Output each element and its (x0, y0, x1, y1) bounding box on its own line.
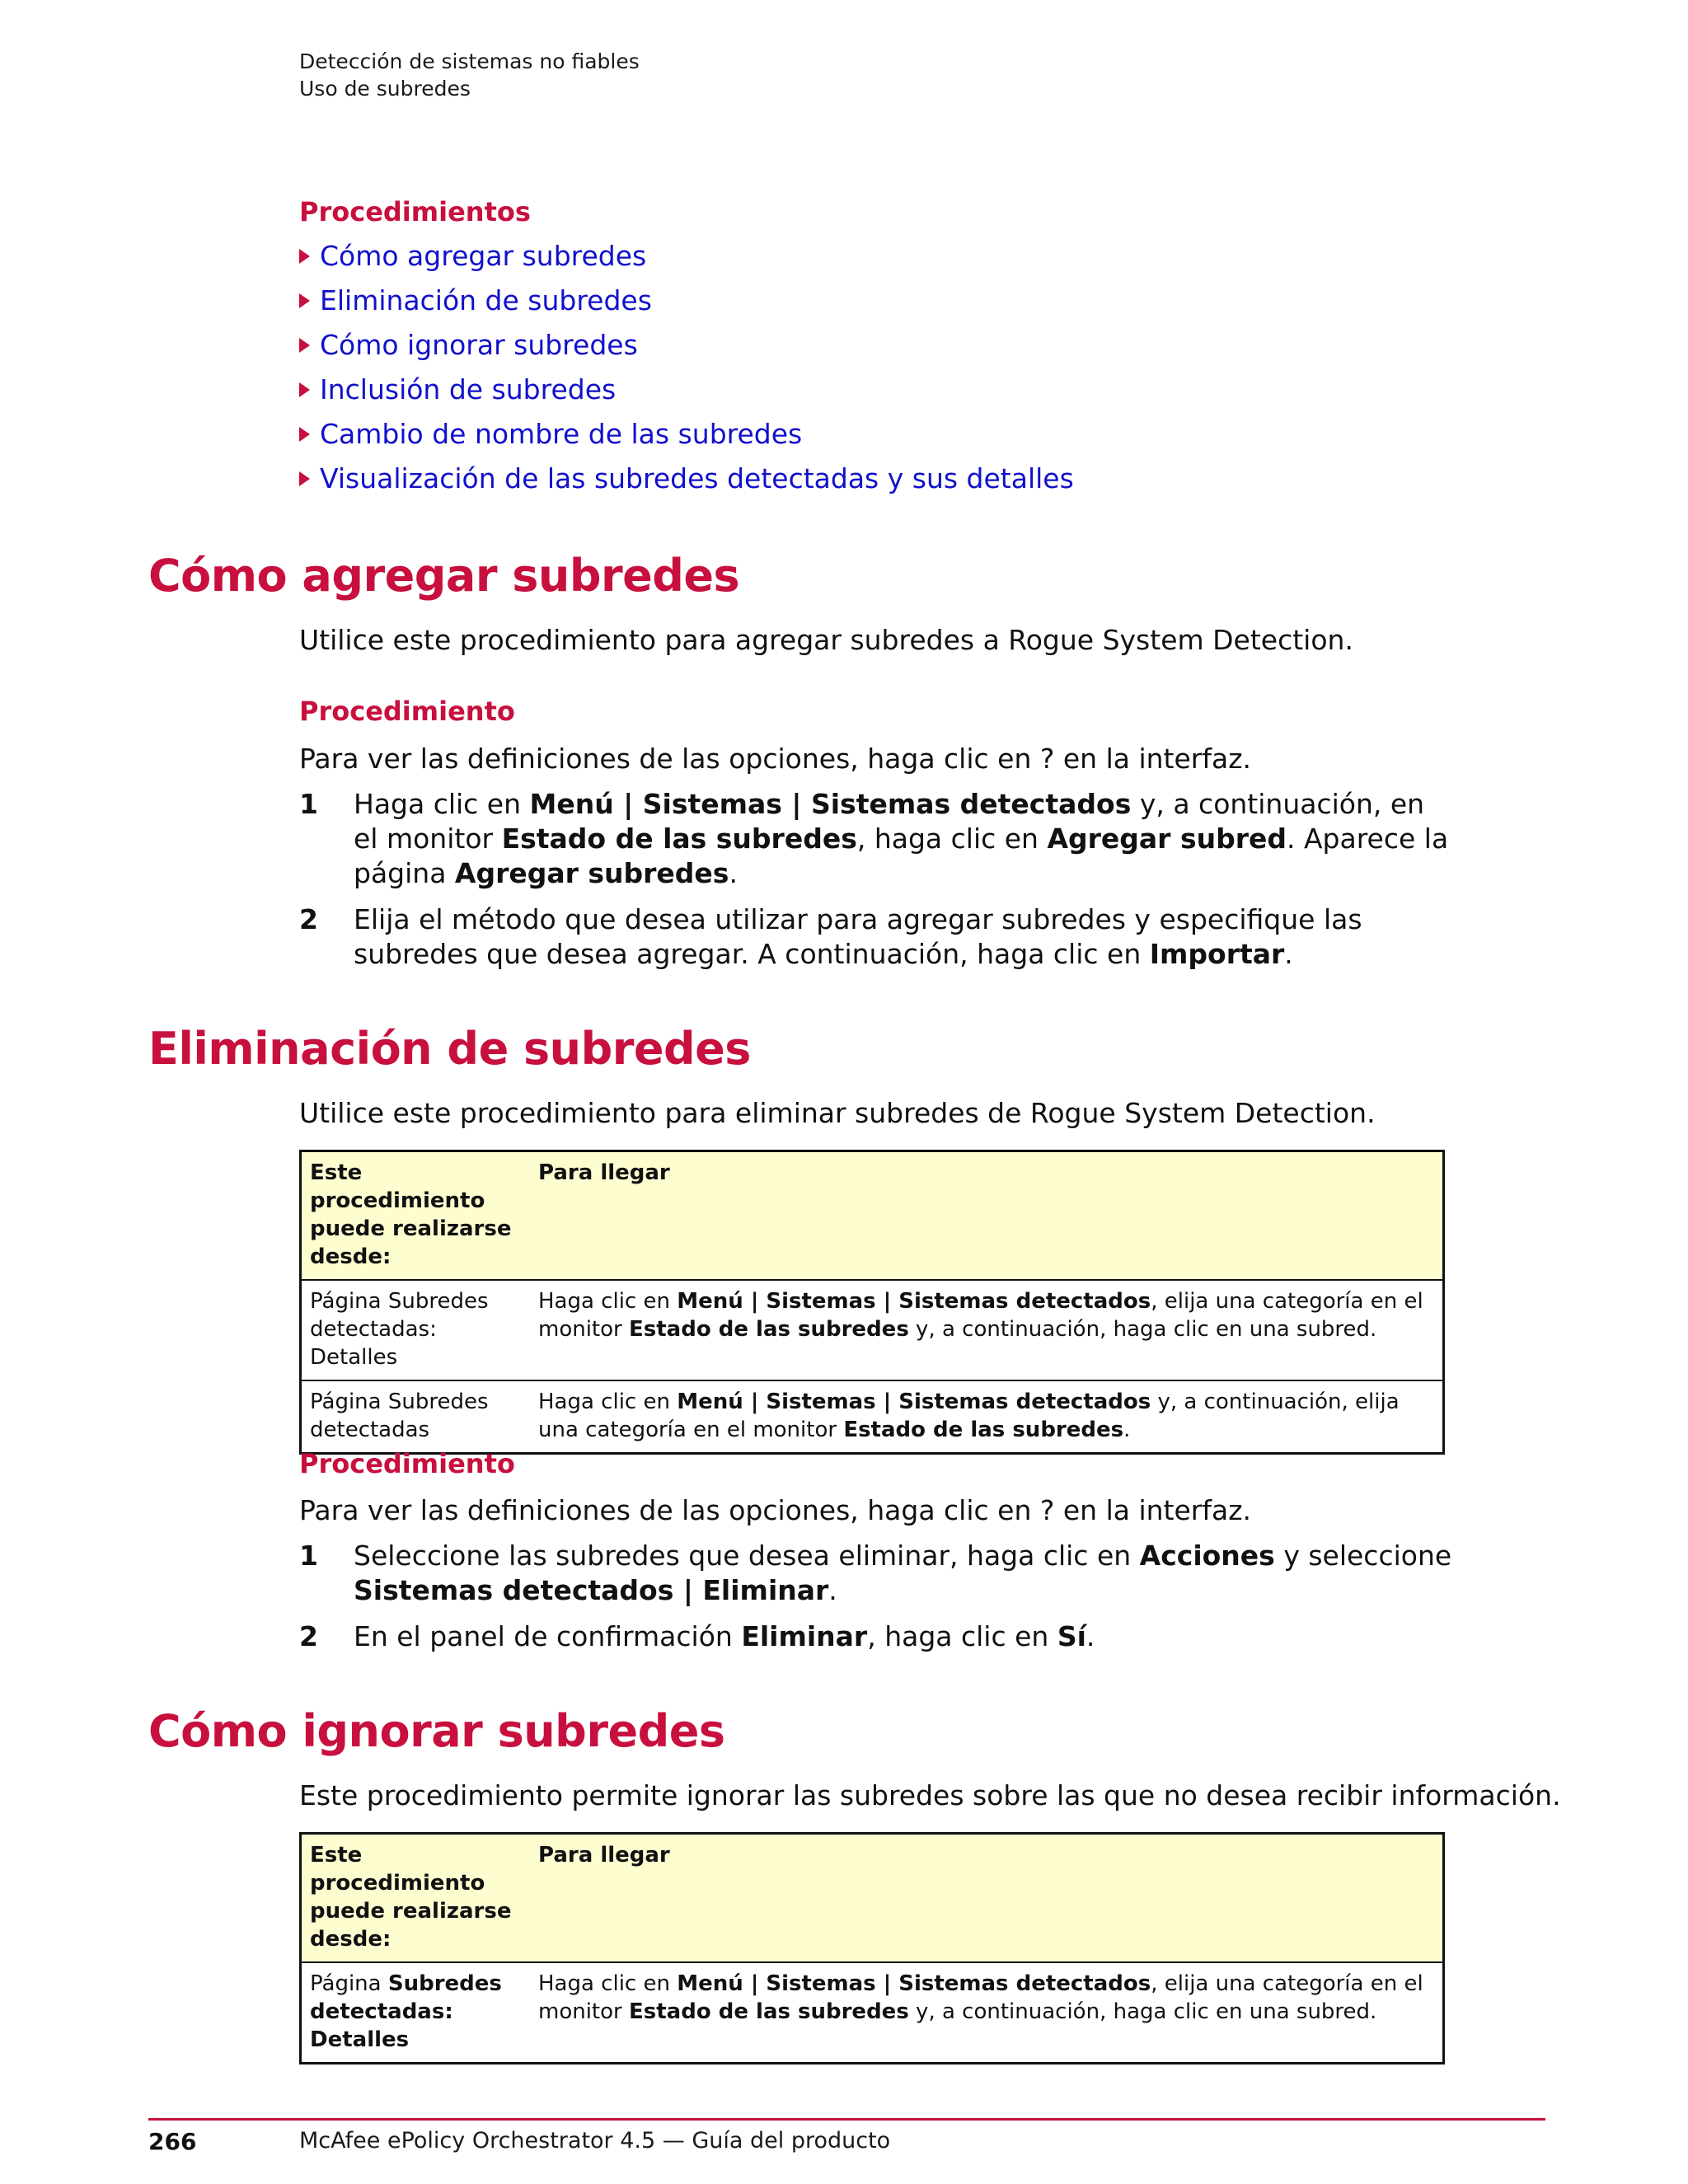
step-number: 1 (299, 788, 318, 820)
step-text: Elija el método que desea utilizar para agregar subredes y especifique las subredes que desea agregar. A continuación, haga clic en Importar. (354, 903, 1362, 970)
access-table-ignorar (299, 1832, 1445, 2064)
triangle-bullet-icon (299, 382, 310, 397)
page-number: 266 (148, 2128, 197, 2155)
toc-link-visualizacion[interactable] (299, 457, 1074, 501)
header-chapter: Detección de sistemas no fiables (299, 49, 640, 73)
triangle-bullet-icon (299, 249, 310, 264)
procedure-intro-agregar: Para ver las definiciones de las opciones, haga clic en ? en la interfaz. (299, 743, 1251, 775)
toc-link-eliminacion[interactable] (299, 279, 1074, 323)
step-item (299, 1539, 1453, 1608)
running-header (299, 48, 640, 102)
table-header-cell: Para llegar (538, 1843, 670, 1868)
procedures-list (299, 196, 1074, 501)
section-title-ignorar: Cómo ignorar subredes (148, 1705, 725, 1757)
step-item (299, 1619, 1453, 1654)
step-item (299, 787, 1453, 891)
step-number: 2 (299, 1620, 318, 1652)
table-cell: Haga clic en Menú | Sistemas | Sistemas detectados, elija una categoría en el monitor Estado de las subredes y, a continuación, haga clic en una subred. (538, 1971, 1423, 2024)
access-table-eliminacion (299, 1150, 1445, 1455)
table-cell: Página Subredes detectadas (310, 1390, 489, 1442)
step-text: Haga clic en Menú | Sistemas | Sistemas detectados y, a continuación, en el monitor Estado de las subredes, haga clic en Agregar subred. Aparece la página Agregar subredes. (354, 788, 1449, 889)
table-header-row (301, 1834, 1444, 1963)
steps-eliminacion (299, 1539, 1453, 1666)
table-header-cell: Para llegar (538, 1160, 670, 1185)
table-cell: Página Subredes detectadas: Detalles (310, 1289, 489, 1370)
table-row (301, 1380, 1444, 1454)
toc-link-label: Inclusión de subredes (320, 373, 617, 405)
table-cell: Haga clic en Menú | Sistemas | Sistemas detectados y, a continuación, elija una categoría en el monitor Estado de las subredes. (538, 1390, 1400, 1442)
steps-agregar (299, 787, 1453, 983)
step-text: Seleccione las subredes que desea eliminar, haga clic en Acciones y seleccione Sistemas detectados | Eliminar. (354, 1540, 1452, 1606)
toc-link-agregar[interactable] (299, 234, 1074, 279)
toc-link-label: Cómo ignorar subredes (320, 329, 638, 361)
triangle-bullet-icon (299, 293, 310, 308)
toc-link-label: Cómo agregar subredes (320, 240, 647, 272)
step-item (299, 902, 1453, 972)
table-cell: Haga clic en Menú | Sistemas | Sistemas detectados, elija una categoría en el monitor Estado de las subredes y, a continuación, haga clic en una subred. (538, 1289, 1423, 1342)
triangle-bullet-icon (299, 471, 310, 486)
section-intro-ignorar: Este procedimiento permite ignorar las subredes sobre las que no desea recibir información. (299, 1779, 1561, 1811)
triangle-bullet-icon (299, 338, 310, 353)
step-number: 1 (299, 1540, 318, 1572)
header-section: Uso de subredes (299, 77, 471, 101)
toc-link-ignorar[interactable] (299, 323, 1074, 368)
footer-divider (148, 2118, 1545, 2121)
toc-link-label: Visualización de las subredes detectadas y sus detalles (320, 462, 1074, 494)
table-header-cell: Este procedimiento puede realizarse desde: (310, 1843, 512, 1952)
section-intro-eliminacion: Utilice este procedimiento para eliminar subredes de Rogue System Detection. (299, 1097, 1376, 1129)
procedures-heading: Procedimientos (299, 196, 531, 227)
step-number: 2 (299, 903, 318, 935)
toc-link-cambio-nombre[interactable] (299, 412, 1074, 457)
procedure-heading-eliminacion: Procedimiento (299, 1448, 515, 1479)
procedure-intro-eliminacion: Para ver las definiciones de las opciones, haga clic en ? en la interfaz. (299, 1494, 1251, 1526)
triangle-bullet-icon (299, 427, 310, 442)
procedure-heading-agregar: Procedimiento (299, 696, 515, 727)
section-title-agregar: Cómo agregar subredes (148, 550, 740, 602)
table-row (301, 1280, 1444, 1380)
section-intro-agregar: Utilice este procedimiento para agregar subredes a Rogue System Detection. (299, 624, 1353, 656)
table-header-row (301, 1151, 1444, 1281)
section-title-eliminacion: Eliminación de subredes (148, 1023, 751, 1075)
toc-link-label: Cambio de nombre de las subredes (320, 418, 803, 450)
table-header-cell: Este procedimiento puede realizarse desde: (310, 1160, 512, 1269)
table-cell: Página Subredes detectadas: Detalles (310, 1971, 502, 2052)
step-text: En el panel de confirmación Eliminar, haga clic en Sí. (354, 1620, 1095, 1652)
toc-link-inclusion[interactable] (299, 368, 1074, 412)
toc-link-label: Eliminación de subredes (320, 284, 652, 316)
footer-title: McAfee ePolicy Orchestrator 4.5 — Guía del producto (299, 2128, 891, 2154)
table-row (301, 1962, 1444, 2064)
